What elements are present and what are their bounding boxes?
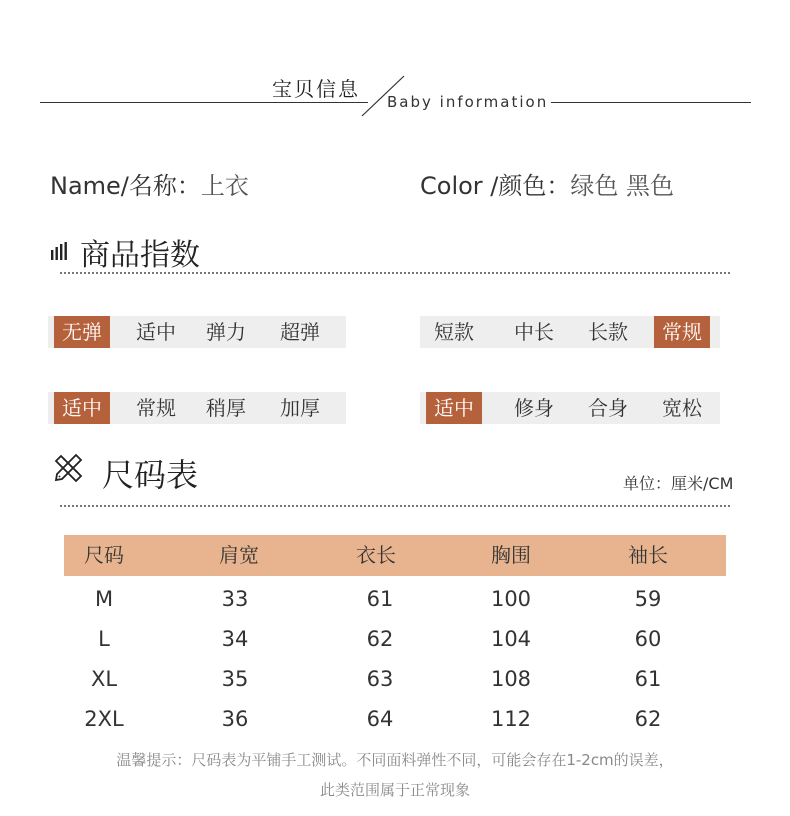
- size-divider: [60, 505, 730, 507]
- column-header-shoulder: 肩宽: [219, 543, 259, 567]
- table-cell: 2XL: [84, 707, 124, 731]
- table-cell: XL: [90, 667, 118, 691]
- table-cell: 104: [490, 627, 532, 651]
- thickness-option-thicker: 稍厚: [206, 396, 246, 420]
- column-header-size: 尺码: [84, 543, 124, 567]
- product-name-value: 上衣: [200, 172, 249, 200]
- length-option-short: 短款: [434, 320, 474, 344]
- table-cell: 34: [221, 627, 249, 651]
- table-cell: 112: [490, 707, 532, 731]
- product-color-value: 绿色 黑色: [570, 172, 675, 200]
- fit-option-medium: 适中: [426, 392, 482, 424]
- header-rule-left: [40, 102, 368, 103]
- table-cell: 63: [366, 667, 394, 691]
- column-header-chest: 胸围: [491, 543, 531, 567]
- table-cell: 108: [490, 667, 532, 691]
- index-section-title: 商品指数: [80, 238, 200, 273]
- index-divider: [60, 272, 730, 274]
- header-rule-right: [551, 102, 751, 103]
- table-row: [64, 704, 726, 734]
- table-cell: 60: [634, 627, 662, 651]
- table-row: [64, 584, 726, 614]
- fit-option-fitted: 合身: [588, 396, 628, 420]
- table-cell: 61: [366, 587, 394, 611]
- elasticity-option-none: 无弹: [54, 316, 110, 348]
- table-cell: 36: [221, 707, 249, 731]
- thickness-option-regular: 常规: [136, 396, 176, 420]
- table-cell: 62: [634, 707, 662, 731]
- table-cell: 35: [221, 667, 249, 691]
- tip-note-line2: 此类范围属于正常现象: [319, 781, 470, 799]
- fit-option-slim: 修身: [514, 396, 554, 420]
- unit-label: 单位：厘米/CM: [623, 474, 734, 493]
- product-name-label: Name/名称：: [50, 172, 201, 200]
- bar-chart-icon: [50, 242, 68, 260]
- elasticity-option-stretch: 弹力: [206, 320, 246, 344]
- header-subtitle: Baby information: [387, 93, 549, 111]
- product-color: [420, 166, 674, 201]
- fit-group: [420, 392, 720, 424]
- elasticity-option-super: 超弹: [280, 320, 320, 344]
- elasticity-option-medium: 适中: [136, 320, 176, 344]
- column-header-sleeve: 袖长: [628, 543, 668, 567]
- table-cell: 61: [634, 667, 662, 691]
- length-option-long: 长款: [588, 320, 628, 344]
- table-row: [64, 624, 726, 654]
- tip-note-line1: 温馨提示：尺码表为平铺手工测试。不同面料弹性不同，可能会存在1-2cm的误差，: [116, 751, 674, 769]
- thickness-option-thick: 加厚: [280, 396, 320, 420]
- elasticity-group: [48, 316, 346, 348]
- fit-option-loose: 宽松: [662, 396, 702, 420]
- thickness-group: [48, 392, 346, 424]
- table-row: [64, 664, 726, 694]
- product-color-label: Color /颜色：: [420, 172, 571, 200]
- product-name: [50, 166, 249, 201]
- size-table-header: [64, 535, 726, 576]
- length-option-regular: 常规: [654, 316, 710, 348]
- table-cell: M: [94, 587, 114, 611]
- size-section-title: 尺码表: [102, 456, 199, 494]
- thickness-option-medium: 适中: [54, 392, 110, 424]
- column-header-length: 衣长: [356, 543, 396, 567]
- header-title: 宝贝信息: [272, 77, 360, 101]
- table-cell: 59: [634, 587, 662, 611]
- table-cell: 64: [366, 707, 394, 731]
- table-cell: L: [98, 627, 110, 651]
- ruler-pencil-icon: [52, 452, 84, 484]
- table-cell: 100: [490, 587, 532, 611]
- table-cell: 33: [221, 587, 249, 611]
- length-group: [420, 316, 720, 348]
- table-cell: 62: [366, 627, 394, 651]
- length-option-mid: 中长: [514, 320, 554, 344]
